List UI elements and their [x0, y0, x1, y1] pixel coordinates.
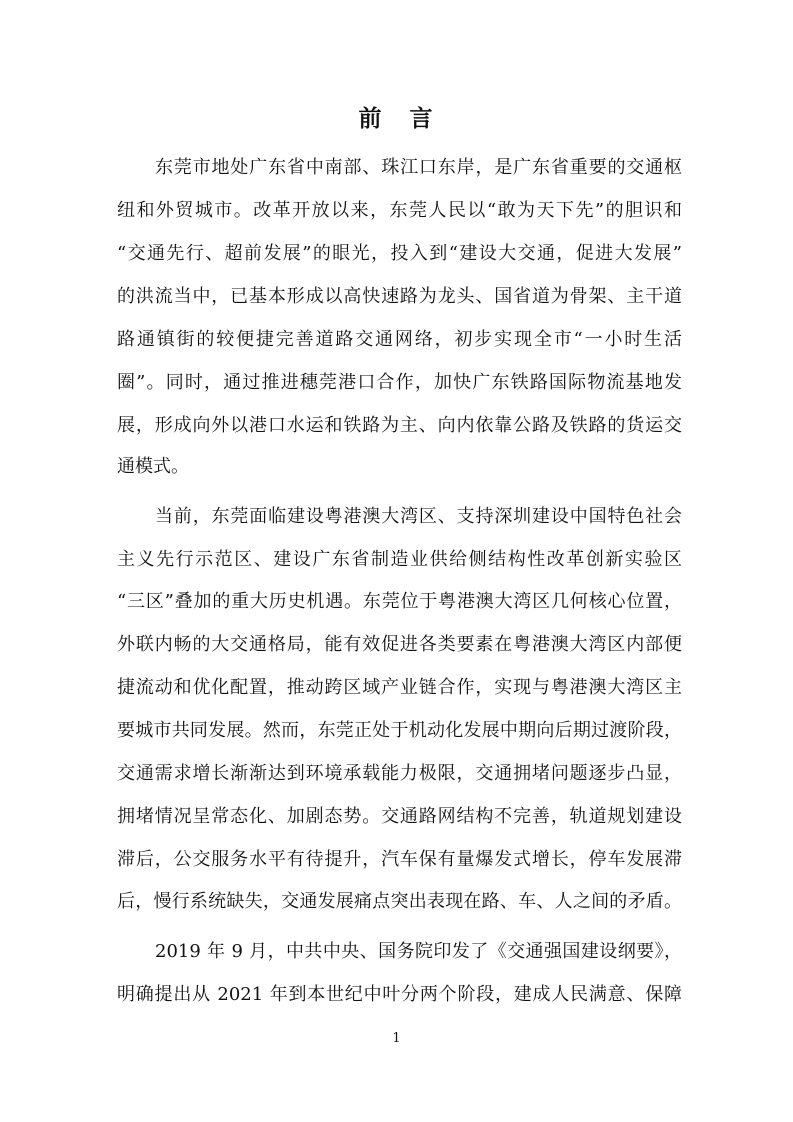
paragraph-2-line-8: 拥堵情况呈常态化、加剧态势。交通路网结构不完善，轨道规划建设	[117, 806, 682, 827]
paragraph-1-line-2: 纽和外贸城市。改革开放以来，东莞人民以“敢为天下先”的胆识和	[117, 200, 682, 221]
paragraph-2-line-4: 外联内畅的大交通格局，能有效促进各类要素在粤港澳大湾区内部便	[117, 634, 682, 655]
paragraph-1-line-8: 通模式。	[117, 456, 189, 477]
paragraph-2-line-3: “三区”叠加的重大历史机遇。东莞位于粤港澳大湾区几何核心位置，	[117, 591, 682, 612]
paragraph-2-line-2: 主义先行示范区、建设广东省制造业供给侧结构性改革创新实验区	[117, 549, 682, 570]
paragraph-2-line-6: 要城市共同发展。然而，东莞正处于机动化发展中期向后期过渡阶段，	[117, 720, 682, 741]
page-title	[0, 100, 793, 133]
paragraph-2-line-1: 当前，东莞面临建设粤港澳大湾区、支持深圳建设中国特色社会	[155, 506, 682, 527]
paragraph-2-line-5: 捷流动和优化配置，推动跨区域产业链合作，实现与粤港澳大湾区主	[117, 677, 682, 698]
paragraph-1-line-7: 展，形成向外以港口水运和铁路为主、向内依靠公路及铁路的货运交	[117, 415, 682, 436]
paragraph-3-line-2: 明确提出从 2021 年到本世纪中叶分两个阶段，建成人民满意、保障	[117, 984, 682, 1005]
title-char-1: 前	[358, 105, 384, 132]
paragraph-1-line-6: 圈”。同时，通过推进穗莞港口合作，加快广东铁路国际物流基地发	[117, 372, 682, 393]
paragraph-2-line-9: 滞后，公交服务水平有待提升，汽车保有量爆发式增长，停车发展滞	[117, 849, 682, 870]
page-number: 1	[392, 1031, 401, 1046]
title-char-2: 言	[409, 105, 435, 132]
paragraph-2-line-7: 交通需求增长渐渐达到环境承载能力极限，交通拥堵问题逐步凸显，	[117, 763, 682, 784]
paragraph-1-line-4: 的洪流当中，已基本形成以高快速路为龙头、国省道为骨架、主干道	[117, 286, 682, 307]
paragraph-2-line-10: 后，慢行系统缺失，交通发展痛点突出表现在路、车、人之间的矛盾。	[117, 891, 682, 912]
paragraph-1-line-1: 东莞市地处广东省中南部、珠江口东岸，是广东省重要的交通枢	[155, 157, 682, 178]
paragraph-3-line-1: 2019 年 9 月，中共中央、国务院印发了《交通强国建设纲要》，	[155, 941, 682, 962]
paragraph-1-line-5: 路通镇街的较便捷完善道路交通网络，初步实现全市“一小时生活	[117, 329, 682, 350]
paragraph-1-line-3: “交通先行、超前发展”的眼光，投入到“建设大交通，促进大发展”	[117, 243, 682, 264]
